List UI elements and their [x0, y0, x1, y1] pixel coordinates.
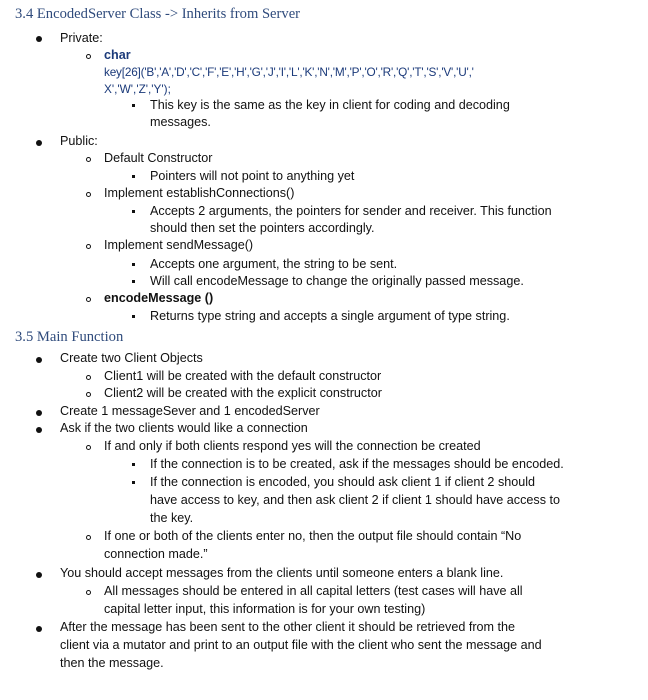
- circle-bullet-icon: [86, 392, 91, 397]
- square-bullet-icon: [132, 210, 135, 213]
- section-heading-main-function: 3.5 Main Function: [15, 329, 124, 345]
- circle-bullet-icon: [86, 297, 91, 302]
- if-encoded-line-2: have access to key, and then ask client 2 if client 1 should have access to: [150, 493, 560, 507]
- default-constructor-note: Pointers will not point to anything yet: [150, 169, 355, 183]
- key-array-line-1: key[26]('B','A','D','C','F','E','H','G','J','I','L','K','N','M','P','O','R','Q','T','S','V','U',': [104, 65, 474, 79]
- client1-item: Client1 will be created with the default constructor: [104, 369, 382, 383]
- establish-note-line-2: should then set the pointers accordingly.: [150, 221, 375, 235]
- accept-messages-item: You should accept messages from the clients until someone enters a blank line.: [60, 566, 504, 580]
- circle-bullet-icon: [86, 375, 91, 380]
- circle-bullet-icon: [86, 192, 91, 197]
- square-bullet-icon: [132, 463, 135, 466]
- circle-bullet-icon: [86, 157, 91, 162]
- send-note-line-2: Will call encodeMessage to change the originally passed message.: [150, 274, 524, 288]
- send-note-line-1: Accepts one argument, the string to be sent.: [150, 257, 398, 271]
- if-yes-item: If and only if both clients respond yes will the connection be created: [104, 439, 481, 453]
- create-servers-item: Create 1 messageSever and 1 encodedServer: [60, 404, 320, 418]
- after-sent-line-3: then the message.: [60, 656, 164, 670]
- section-heading-encoded-server: 3.4 EncodedServer Class -> Inherits from Server: [15, 6, 301, 22]
- bullet-icon: [36, 427, 42, 433]
- bullet-icon: [36, 410, 42, 416]
- capital-letters-line-2: capital letter input, this information is for your own testing): [104, 602, 426, 616]
- key-note-line-1: This key is the same as the key in client for coding and decoding: [150, 98, 510, 112]
- circle-bullet-icon: [86, 445, 91, 450]
- after-sent-line-1: After the message has been sent to the other client it should be retrieved from the: [60, 620, 516, 634]
- establish-connections-item: Implement establishConnections(): [104, 186, 295, 200]
- after-sent-line-2: client via a mutator and print to an output file with the client who sent the message and: [60, 638, 542, 652]
- key-note-line-2: messages.: [150, 115, 211, 129]
- if-no-line-2: connection made.”: [104, 547, 208, 561]
- encode-note: Returns type string and accepts a single argument of type string.: [150, 309, 510, 323]
- square-bullet-icon: [132, 175, 135, 178]
- if-created-note: If the connection is to be created, ask if the messages should be encoded.: [150, 457, 564, 471]
- bullet-icon: [36, 572, 42, 578]
- public-label: Public:: [60, 134, 98, 148]
- encode-message-item: encodeMessage (): [104, 291, 214, 305]
- ask-connection-item: Ask if the two clients would like a connection: [60, 421, 308, 435]
- if-encoded-line-1: If the connection is encoded, you should ask client 1 if client 2 should: [150, 475, 536, 489]
- bullet-icon: [36, 626, 42, 632]
- if-encoded-line-3: the key.: [150, 511, 194, 525]
- circle-bullet-icon: [86, 535, 91, 540]
- client2-item: Client2 will be created with the explicit constructor: [104, 386, 382, 400]
- square-bullet-icon: [132, 315, 135, 318]
- circle-bullet-icon: [86, 244, 91, 249]
- bullet-icon: [36, 140, 42, 146]
- square-bullet-icon: [132, 104, 135, 107]
- char-type-label: char: [104, 48, 131, 62]
- square-bullet-icon: [132, 263, 135, 266]
- bullet-icon: [36, 357, 42, 363]
- if-no-line-1: If one or both of the clients enter no, then the output file should contain “No: [104, 529, 522, 543]
- square-bullet-icon: [132, 280, 135, 283]
- circle-bullet-icon: [86, 590, 91, 595]
- default-constructor-item: Default Constructor: [104, 151, 213, 165]
- establish-note-line-1: Accepts 2 arguments, the pointers for sender and receiver. This function: [150, 204, 552, 218]
- key-array-line-2: X','W','Z','Y');: [104, 82, 171, 96]
- bullet-icon: [36, 36, 42, 42]
- private-label: Private:: [60, 31, 103, 45]
- circle-bullet-icon: [86, 54, 91, 59]
- capital-letters-line-1: All messages should be entered in all capital letters (test cases will have all: [104, 584, 523, 598]
- create-clients-item: Create two Client Objects: [60, 351, 203, 365]
- square-bullet-icon: [132, 481, 135, 484]
- send-message-item: Implement sendMessage(): [104, 238, 254, 252]
